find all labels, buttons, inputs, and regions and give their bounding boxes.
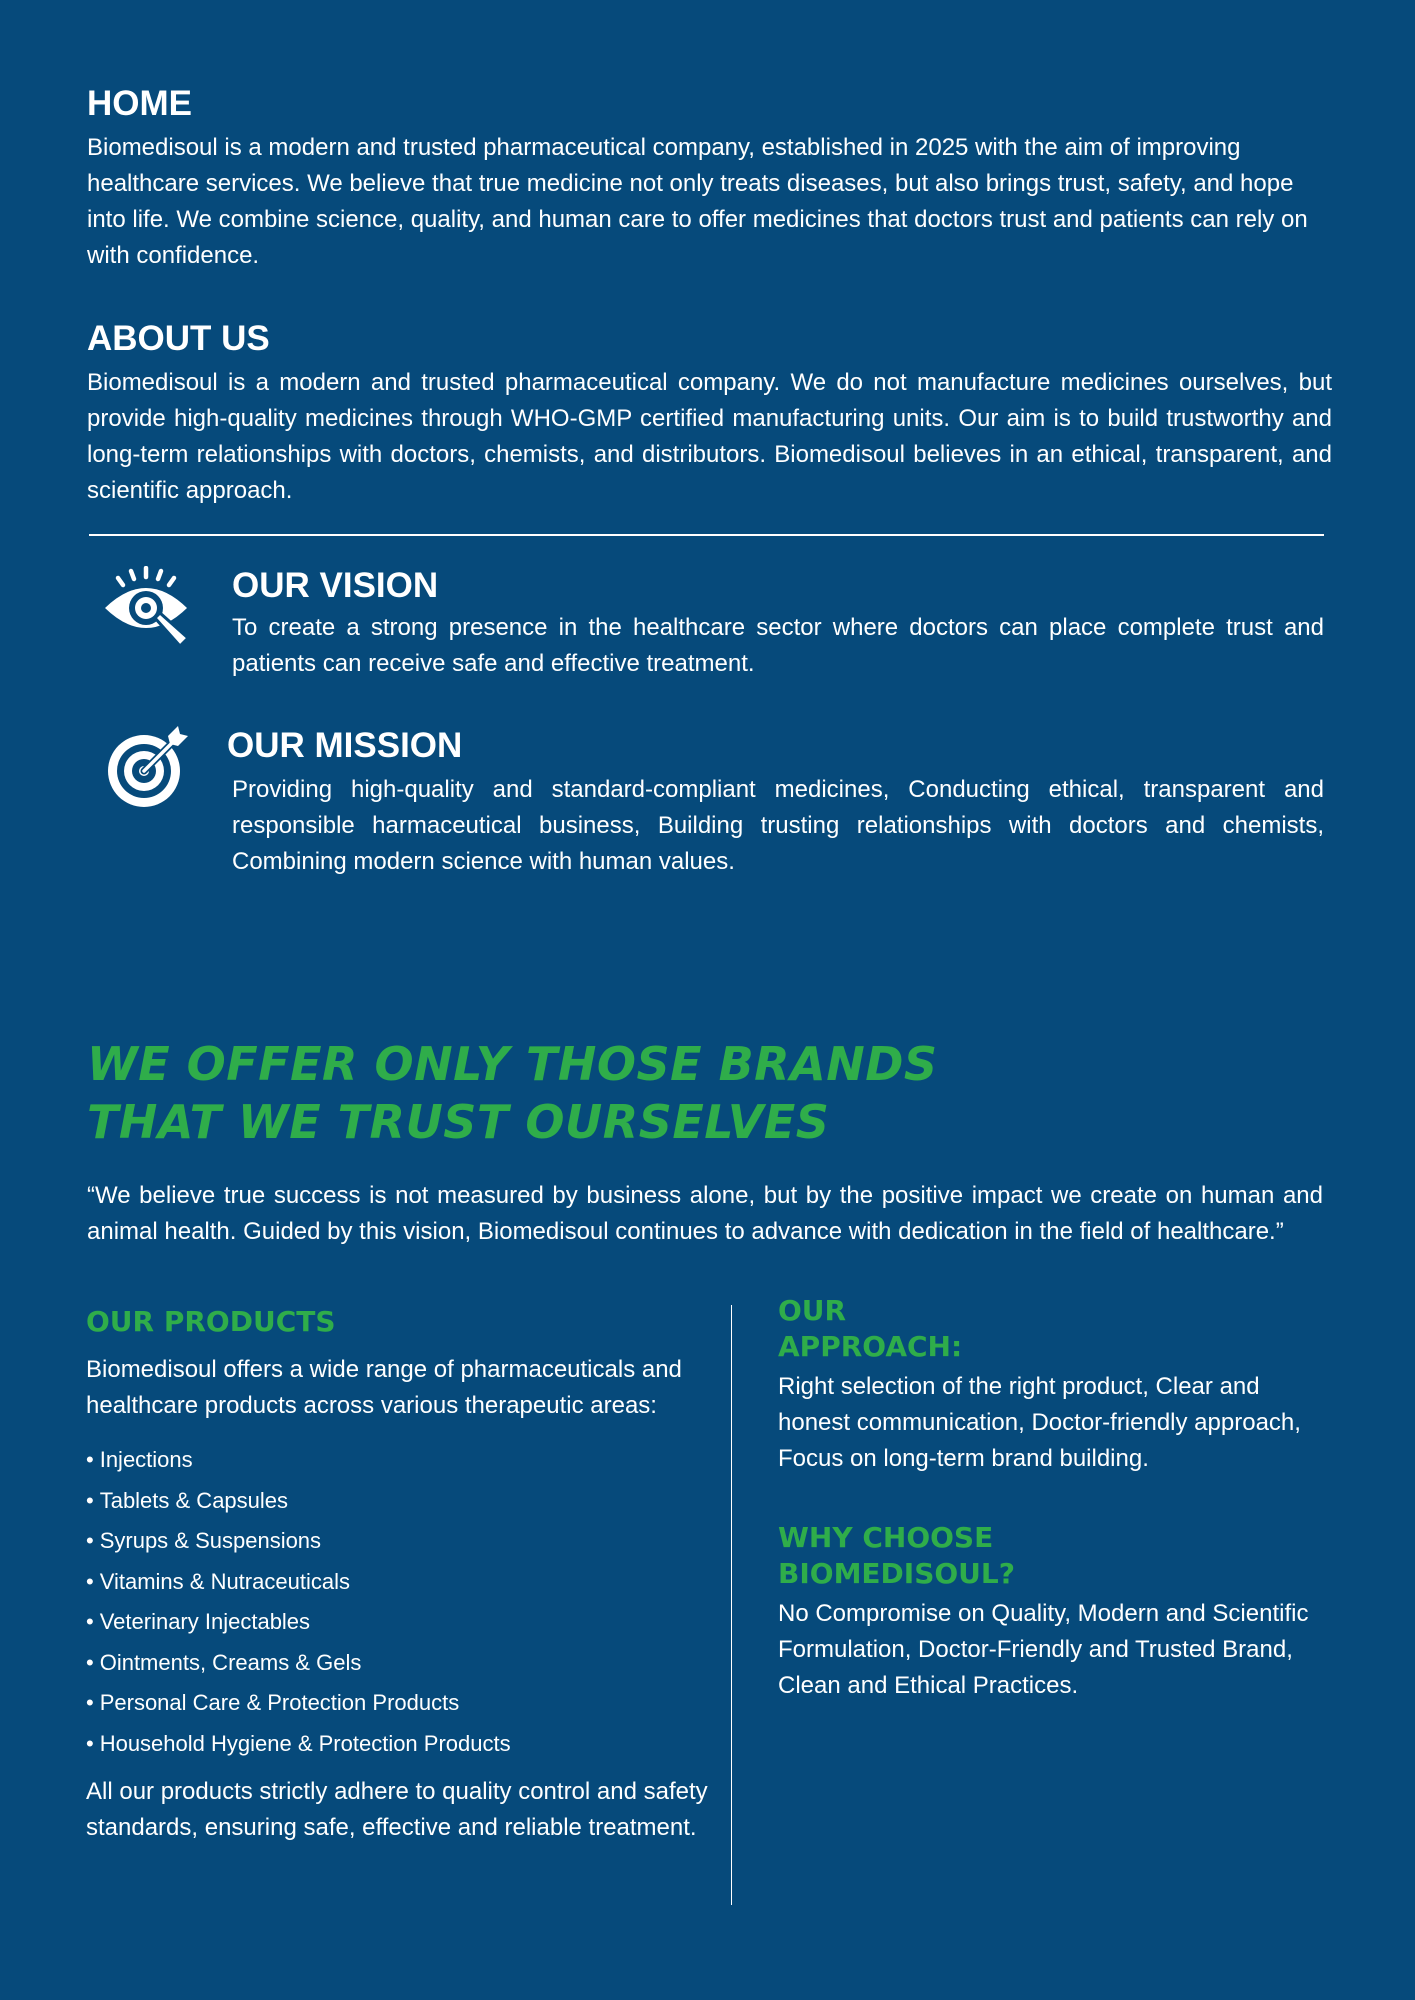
vision-quote: “We believe true success is not measured by business alone, but by the positive impact we create on human and animal health. Guided by this vision, Biomedisoul continues to advance with dedication in the field of healthcare.” [87,1182,1323,1245]
products-outro: All our products strictly adhere to quality control and safety standards, ensuring safe, effective and reliable treatment. [86,1778,708,1841]
approach-title-line-2: APPROACH: [778,1330,963,1363]
why-choose-body: No Compromise on Quality, Modern and Scientific Formulation, Doctor-Friendly and Trusted Brand, Clean and Ethical Practices. [778,1600,1309,1699]
list-item: • Vitamins & Nutraceuticals [86,1562,726,1603]
products-title: OUR PRODUCTS [86,1305,336,1338]
why-choose-title-line-1: WHY CHOOSE [778,1521,994,1554]
mission-body: Providing high-quality and standard-compliant medicines, Conducting ethical, transparent and responsible harmaceutical business, Building trusting relationships with doctors and chemists, Combining modern science with human values. [232,776,1324,875]
about-section [87,319,1332,509]
list-item: • Personal Care & Protection Products [86,1683,726,1724]
list-item: • Tablets & Capsules [86,1481,726,1522]
approach-section [778,1293,1338,1477]
products-intro: Biomedisoul offers a wide range of pharmaceuticals and healthcare products across various therapeutic areas: [86,1356,682,1419]
why-choose-title-line-2: BIOMEDISOUL? [778,1557,1016,1590]
home-body: Biomedisoul is a modern and trusted pharmaceutical company, established in 2025 with the aim of improving healthcare services. We believe that true medicine not only treats diseases, but also brings trust, safety, and hope into life. We combine science, quality, and human care to offer medicines that doctors trust and patients can rely on with confidence. [87,134,1308,269]
list-item: • Household Hygiene & Protection Products [86,1724,726,1765]
vision-title: OUR VISION [232,566,439,605]
why-choose-title [778,1520,1338,1592]
home-title: HOME [87,84,192,123]
list-item: • Syrups & Suspensions [86,1521,726,1562]
vision-section [232,566,1324,682]
list-item: • Veterinary Injectables [86,1602,726,1643]
brand-headline-line-2: THAT WE TRUST OURSELVES [87,1095,830,1149]
approach-body: Right selection of the right product, Clear and honest communication, Doctor-friendly approach, Focus on long-term brand building. [778,1373,1301,1472]
about-body: Biomedisoul is a modern and trusted pharmaceutical company. We do not manufacture medicines ourselves, but provide high-quality medicines through WHO-GMP certified manufacturing units. Our aim is to build trustworthy and long-term relationships with doctors, chemists, and distributors. Biomedisoul believes in an ethical, transparent, and scientific approach. [87,369,1332,504]
why-choose-section [778,1520,1338,1704]
brand-headline-line-1: WE OFFER ONLY THOSE BRANDS [87,1037,938,1091]
list-item: • Injections [86,1440,726,1481]
brand-headline [87,1035,1287,1151]
column-divider [731,1305,732,1905]
home-section [87,84,1332,274]
section-divider [89,534,1324,536]
mission-section [227,726,1324,880]
products-section [86,1304,726,1846]
approach-title [778,1293,1338,1365]
product-list [86,1440,726,1764]
vision-body: To create a strong presence in the healthcare sector where doctors can place complete trust and patients can receive safe and effective treatment. [232,614,1324,677]
mission-title: OUR MISSION [227,726,463,765]
approach-title-line-1: OUR [778,1294,847,1327]
about-title: ABOUT US [87,319,270,358]
target-icon [106,726,188,808]
eye-icon [100,566,192,648]
list-item: • Ointments, Creams & Gels [86,1643,726,1684]
